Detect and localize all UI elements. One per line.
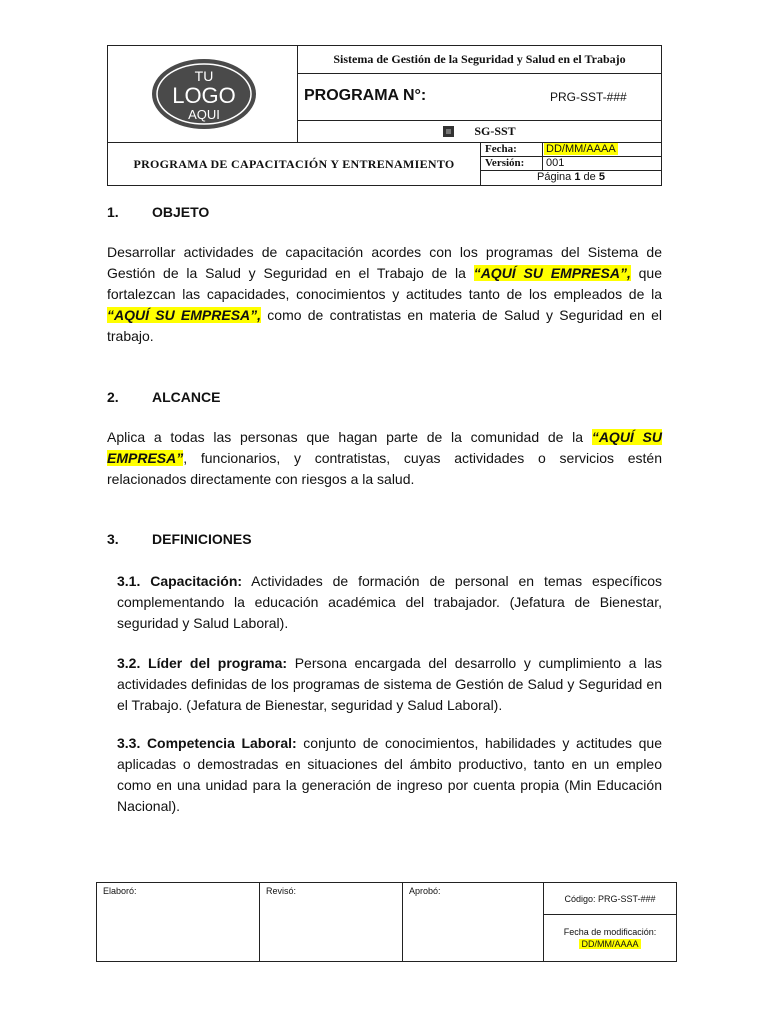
aprobo-label: Aprobó: xyxy=(409,886,441,896)
definition-term: 3.1. Capacitación: xyxy=(117,573,243,589)
page-total: 5 xyxy=(598,171,605,183)
section-number: 1. xyxy=(107,204,119,220)
objeto-text-3: como de contratistas en materia de Salud y Seguridad en el trabajo. xyxy=(107,307,663,344)
definition-item xyxy=(117,733,662,817)
definition-text: Actividades de formación de personal en temas específicos complementando la educación académica del trabajador. (Jefatura de Bienestar, seguridad y Salud Laboral). xyxy=(117,573,663,631)
system-title: Sistema de Gestión de la Seguridad y Salud en el Trabajo xyxy=(298,46,661,74)
page-mid: de xyxy=(580,171,599,183)
section-definiciones-heading xyxy=(107,531,252,547)
document-name: PROGRAMA DE CAPACITACIÓN Y ENTRENAMIENTO xyxy=(108,143,481,186)
signature-footer-table xyxy=(96,882,677,962)
codigo-cell xyxy=(544,883,676,915)
logo-cell xyxy=(108,46,298,142)
elaboro-label: Elaboró: xyxy=(103,886,137,896)
company-placeholder: “AQUÍ SU EMPRESA” xyxy=(107,429,662,466)
fecha-value: DD/MM/AAAA xyxy=(546,143,616,155)
company-placeholder: “AQUÍ SU EMPRESA”, xyxy=(473,265,631,281)
programa-label: PROGRAMA N°: xyxy=(304,87,427,104)
codigo-label: Código: PRG-SST-### xyxy=(564,893,656,904)
page-current: 1 xyxy=(574,171,581,183)
document-header-table xyxy=(107,45,662,186)
definition-item xyxy=(117,653,662,716)
section-number: 2. xyxy=(107,389,119,405)
page-prefix: Página xyxy=(537,171,575,183)
section-title: DEFINICIONES xyxy=(152,531,252,547)
objeto-text-2: que fortalezcan las capacidades, conocimientos y actitudes tanto de los empleados de la xyxy=(107,265,662,302)
page-indicator xyxy=(481,171,661,186)
programa-code: PRG-SST-### xyxy=(550,90,627,104)
checkbox-icon xyxy=(443,126,454,137)
logo-text-tu: TU xyxy=(194,68,214,84)
reviso-cell xyxy=(260,883,403,961)
version-value: 001 xyxy=(546,157,565,169)
section-alcance-heading xyxy=(107,389,220,405)
header-second-row xyxy=(108,142,661,185)
fecha-modificacion-value: DD/MM/AAAA xyxy=(581,939,639,949)
definition-term: 3.2. Líder del programa: xyxy=(117,655,288,671)
section-objeto-heading xyxy=(107,204,209,220)
aprobo-cell xyxy=(403,883,544,961)
section-number: 3. xyxy=(107,531,119,547)
logo-text-aqui: AQUI xyxy=(188,107,220,122)
fecha-row xyxy=(481,143,661,157)
definition-text: Persona encargada del desarrollo y cumplimiento a las actividades definidas de los programas de sistema de Gestión de Salud y Seguridad en el Trabajo. (Jefatura de Bienestar, seguridad y Salud Laboral). xyxy=(117,655,662,713)
objeto-paragraph xyxy=(107,242,662,347)
document-meta xyxy=(481,143,661,186)
section-title: OBJETO xyxy=(152,204,210,220)
section-title: ALCANCE xyxy=(152,389,221,405)
version-label: Versión: xyxy=(485,157,525,169)
objeto-text-1: Desarrollar actividades de capacitación acordes con los programas del Sistema de Gestión de la Salud y Seguridad en el Trabajo de la xyxy=(107,244,662,281)
sgsst-label: SG-SST xyxy=(474,124,516,138)
version-row xyxy=(481,157,661,171)
definition-text: conjunto de conocimientos, habilidades y actitudes que aplicadas o demostradas en situaciones del ámbito productivo, tanto en un empleo como en una unidad para la generación de ingreso por cuenta propia (Min Educación Nacional). xyxy=(117,735,662,814)
alcance-text-2: , funcionarios, y contratistas, cuyas actividades o servicios estén relacionados directamente con riesgos a la salud. xyxy=(107,450,662,487)
programa-number-cell xyxy=(298,74,661,121)
code-date-cell xyxy=(544,883,676,961)
fecha-modificacion-cell xyxy=(544,915,676,961)
fecha-modificacion-label: Fecha de modificación: xyxy=(563,927,657,937)
sgsst-cell xyxy=(298,121,661,142)
alcance-paragraph xyxy=(107,427,662,490)
definition-term: 3.3. Competencia Laboral: xyxy=(117,735,297,751)
definition-item xyxy=(117,571,662,634)
company-logo xyxy=(108,46,298,142)
company-placeholder: “AQUÍ SU EMPRESA”, xyxy=(107,307,262,323)
elaboro-cell xyxy=(97,883,260,961)
fecha-label: Fecha: xyxy=(485,143,517,155)
reviso-label: Revisó: xyxy=(266,886,297,896)
logo-text-logo: LOGO xyxy=(172,83,236,108)
alcance-text-1: Aplica a todas las personas que hagan parte de la comunidad de la xyxy=(107,429,592,445)
